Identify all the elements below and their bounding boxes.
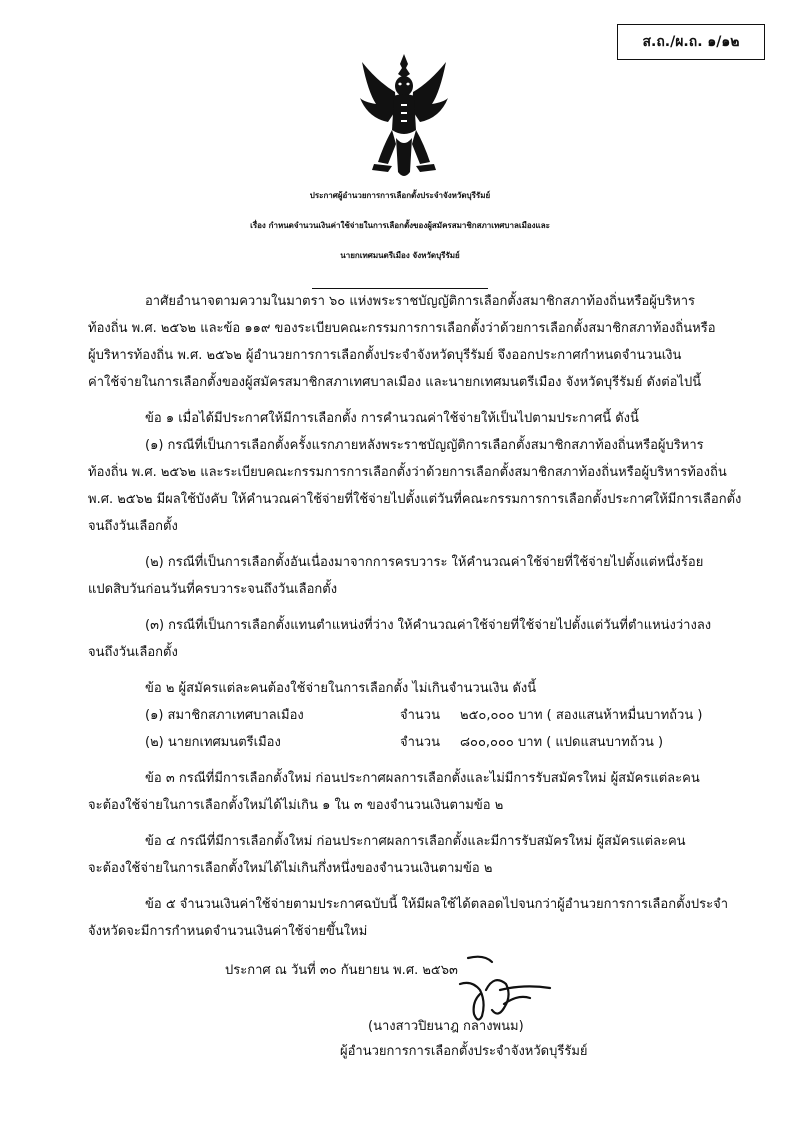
clause-2-row-1-amount: ๒๕๐,๐๐๐ บาท ( สองแสนห้าหมื่นบาทถ้วน ) — [460, 708, 703, 723]
preamble-line-4: ค่าใช้จ่ายในการเลือกตั้งของผู้สมัครสมาชิกสภาเทศบาลเมือง และนายกเทศมนตรีเมือง จังหวัดบุรีรัมย์ ดังต่อไปนี้ — [88, 375, 702, 390]
clause-5-line-1: ข้อ ๕ จำนวนเงินค่าใช้จ่ายตามประกาศฉบับนี้ ให้มีผลใช้ได้ตลอดไปจนกว่าผู้อำนวยการการเลือกตั้งประจำ — [145, 897, 728, 912]
clause-1-sub1-line-3: พ.ศ. ๒๕๖๒ มีผลใช้บังคับ ให้คำนวณค่าใช้จ่ายที่ใช้จ่ายไปตั้งแต่วันที่คณะกรรมการการเลือกตั้งประกาศให้มีการเลือกตั้ง — [88, 492, 742, 507]
clause-4-line-1: ข้อ ๔ กรณีที่มีการเลือกตั้งใหม่ ก่อนประกาศผลการเลือกตั้งและมีการรับสมัครใหม่ ผู้สมัครแต่ละคน — [145, 834, 686, 849]
garuda-emblem-icon — [358, 52, 450, 182]
clause-1-sub1-line-2: ท้องถิ่น พ.ศ. ๒๕๖๒ และระเบียบคณะกรรมการการเลือกตั้งว่าด้วยการเลือกตั้งสมาชิกสภาท้องถิ่นหรือผู้บริหารท้องถิ่น — [88, 465, 727, 480]
clause-4-line-2: จะต้องใช้จ่ายในการเลือกตั้งใหม่ได้ไม่เกินกึ่งหนึ่งของจำนวนเงินตามข้อ ๒ — [88, 861, 493, 876]
clause-2-title: ข้อ ๒ ผู้สมัครแต่ละคนต้องใช้จ่ายในการเลือกตั้ง ไม่เกินจำนวนเงิน ดังนี้ — [145, 681, 537, 696]
title-line-2: เรื่อง กำหนดจำนวนเงินค่าใช้จ่ายในการเลือกตั้งของผู้สมัครสมาชิกสภาเทศบาลเมืองและ — [250, 221, 550, 230]
announce-date: ประกาศ ณ วันที่ ๓๐ กันยายน พ.ศ. ๒๕๖๓ — [225, 963, 458, 978]
signatory-position: ผู้อำนวยการการเลือกตั้งประจำจังหวัดบุรีรัมย์ — [340, 1044, 588, 1059]
form-code-text: ส.ถ./ผ.ถ. ๑/๑๒ — [642, 34, 740, 50]
clause-2-row-2-amount: ๘๐๐,๐๐๐ บาท ( แปดแสนบาทถ้วน ) — [460, 735, 664, 750]
clause-2-row-2-label: (๒) นายกเทศมนตรีเมือง — [145, 735, 281, 750]
clause-1-sub2-line-1: (๒) กรณีที่เป็นการเลือกตั้งอันเนื่องมาจากการครบวาระ ให้คำนวณค่าใช้จ่ายที่ใช้จ่ายไปตั้งแต่หนึ่งร้อย — [145, 555, 704, 570]
clause-1-sub2-line-2: แปดสิบวันก่อนวันที่ครบวาระจนถึงวันเลือกตั้ง — [88, 582, 338, 597]
clause-3-line-2: จะต้องใช้จ่ายในการเลือกตั้งใหม่ได้ไม่เกิน ๑ ใน ๓ ของจำนวนเงินตามข้อ ๒ — [88, 798, 504, 813]
clause-2-row-2-unit: จำนวน — [400, 735, 440, 750]
form-code-box — [617, 24, 765, 60]
clause-1-sub3-line-2: จนถึงวันเลือกตั้ง — [88, 645, 178, 660]
preamble-line-1: อาศัยอำนาจตามความในมาตรา ๖๐ แห่งพระราชบัญญัติการเลือกตั้งสมาชิกสภาท้องถิ่นหรือผู้บริหาร — [145, 294, 696, 309]
clause-1-title: ข้อ ๑ เมื่อได้มีประกาศให้มีการเลือกตั้ง การคำนวณค่าใช้จ่ายให้เป็นไปตามประกาศนี้ ดังนี้ — [145, 411, 639, 426]
clause-1-sub3-line-1: (๓) กรณีที่เป็นการเลือกตั้งแทนตำแหน่งที่ว่าง ให้คำนวณค่าใช้จ่ายที่ใช้จ่ายไปตั้งแต่วันที่ตำแหน่งว่างลง — [145, 618, 712, 633]
preamble-line-3: ผู้บริหารท้องถิ่น พ.ศ. ๒๕๖๒ ผู้อำนวยการการเลือกตั้งประจำจังหวัดบุรีรัมย์ จึงออกประกาศกำหนดจำนวนเงิน — [88, 348, 682, 363]
clause-3-line-1: ข้อ ๓ กรณีที่มีการเลือกตั้งใหม่ ก่อนประกาศผลการเลือกตั้งและไม่มีการรับสมัครใหม่ ผู้สมัครแต่ละคน — [145, 771, 700, 786]
clause-1-sub1-line-1: (๑) กรณีที่เป็นการเลือกตั้งครั้งแรกภายหลังพระราชบัญญัติการเลือกตั้งสมาชิกสภาท้องถิ่นหรือผู้บริหาร — [145, 438, 704, 453]
signatory-name: (นางสาวปิยนาฎ กลางพนม) — [368, 1019, 524, 1034]
clause-2-row-1-label: (๑) สมาชิกสภาเทศบาลเมือง — [145, 708, 304, 723]
title-line-1: ประกาศผู้อำนวยการการเลือกตั้งประจำจังหวัดบุรีรัมย์ — [309, 191, 491, 200]
clause-5-line-2: จังหวัดจะมีการกำหนดจำนวนเงินค่าใช้จ่ายขึ้นใหม่ — [88, 924, 368, 939]
title-line-3: นายกเทศมนตรีเมือง จังหวัดบุรีรัมย์ — [340, 251, 460, 260]
title-divider — [312, 288, 488, 289]
clause-1-sub1-line-4: จนถึงวันเลือกตั้ง — [88, 519, 178, 534]
preamble-line-2: ท้องถิ่น พ.ศ. ๒๕๖๒ และข้อ ๑๑๙ ของระเบียบคณะกรรมการการเลือกตั้งว่าด้วยการเลือกตั้งสมาชิกสภาท้องถิ่นหรือ — [88, 321, 716, 336]
clause-2-row-1-unit: จำนวน — [400, 708, 440, 723]
